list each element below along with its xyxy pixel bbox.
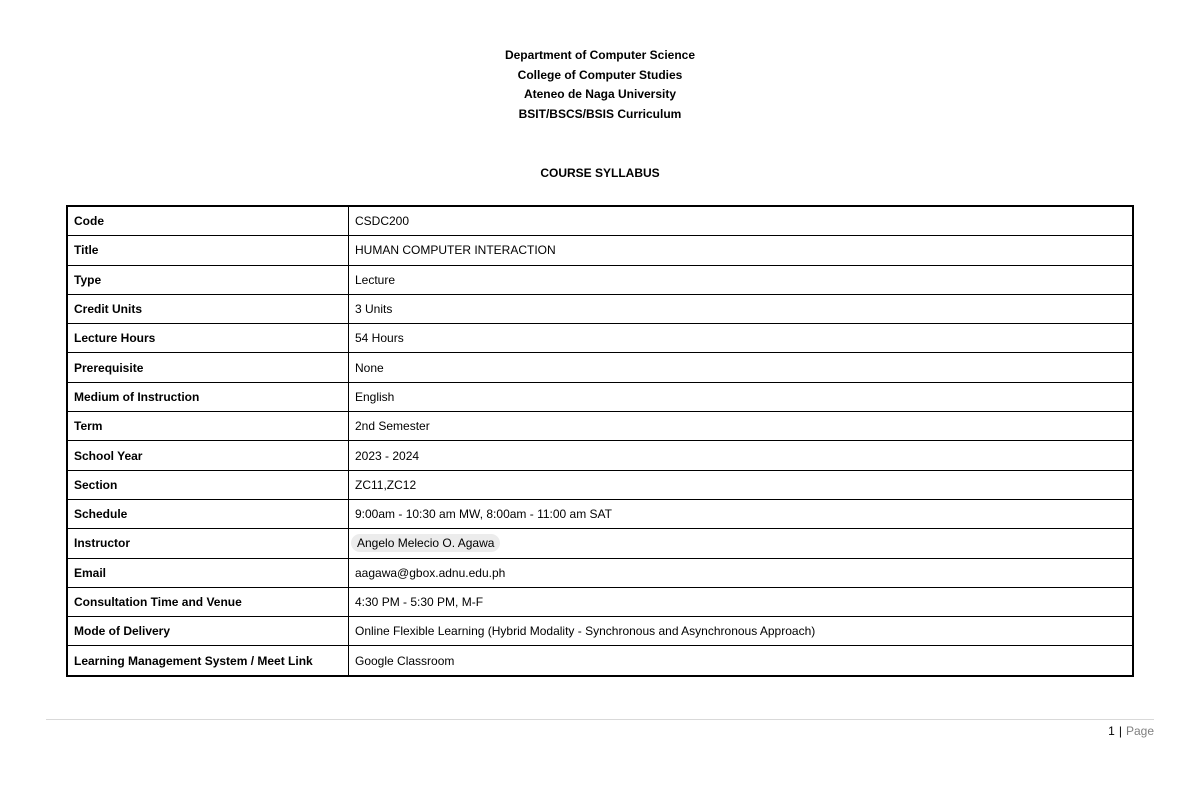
row-value: CSDC200	[349, 206, 1134, 236]
row-label: Instructor	[67, 529, 349, 558]
row-label: School Year	[67, 441, 349, 470]
syllabus-title: COURSE SYLLABUS	[540, 166, 660, 180]
university-heading: Ateneo de Naga University	[523, 87, 677, 102]
row-label: Section	[67, 470, 349, 499]
row-label: Prerequisite	[67, 353, 349, 382]
table-row	[67, 529, 1133, 558]
course-info-table	[66, 205, 1134, 677]
table-row	[67, 236, 1133, 265]
row-value: 2023 - 2024	[349, 441, 1134, 470]
table-row	[67, 617, 1133, 646]
row-label: Medium of Instruction	[67, 382, 349, 411]
document-header	[0, 46, 1200, 125]
page-word: Page	[1125, 724, 1154, 738]
row-label: Lecture Hours	[67, 324, 349, 353]
row-value: 4:30 PM - 5:30 PM, M-F	[349, 587, 1134, 616]
table-row	[67, 382, 1133, 411]
row-label: Schedule	[67, 499, 349, 528]
row-value: None	[349, 353, 1134, 382]
table-row	[67, 265, 1133, 294]
table-row	[67, 412, 1133, 441]
row-value: 3 Units	[349, 294, 1134, 323]
row-label: Learning Management System / Meet Link	[67, 646, 349, 676]
table-row	[67, 441, 1133, 470]
table-row	[67, 294, 1133, 323]
college-heading: College of Computer Studies	[517, 67, 683, 82]
row-value: Lecture	[349, 265, 1134, 294]
table-row	[67, 353, 1133, 382]
row-label: Term	[67, 412, 349, 441]
row-value: HUMAN COMPUTER INTERACTION	[349, 236, 1134, 265]
row-label: Credit Units	[67, 294, 349, 323]
table-row	[67, 499, 1133, 528]
row-label: Consultation Time and Venue	[67, 587, 349, 616]
row-label: Email	[67, 558, 349, 587]
row-label: Title	[67, 236, 349, 265]
row-label: Type	[67, 265, 349, 294]
footer-separator: |	[1118, 724, 1122, 738]
row-value: 2nd Semester	[349, 412, 1134, 441]
page-footer	[1108, 724, 1154, 738]
table-row	[67, 558, 1133, 587]
row-value: English	[349, 382, 1134, 411]
row-value: 54 Hours	[349, 324, 1134, 353]
row-label: Mode of Delivery	[67, 617, 349, 646]
curriculum-heading: BSIT/BSCS/BSIS Curriculum	[518, 107, 682, 122]
row-value: Google Classroom	[349, 646, 1134, 676]
table-row	[67, 587, 1133, 616]
email-value: aagawa@gbox.adnu.edu.ph	[349, 558, 1134, 587]
instructor-name-chip[interactable]: Angelo Melecio O. Agawa	[351, 534, 500, 552]
table-row	[67, 324, 1133, 353]
row-value: Online Flexible Learning (Hybrid Modality - Synchronous and Asynchronous Approach)	[349, 617, 1134, 646]
department-heading: Department of Computer Science	[504, 48, 696, 62]
table-row	[67, 206, 1133, 236]
table-row	[67, 470, 1133, 499]
row-label: Code	[67, 206, 349, 236]
page-number: 1	[1108, 724, 1115, 738]
table-row	[67, 646, 1133, 676]
instructor-cell	[349, 529, 1134, 558]
row-value: ZC11,ZC12	[349, 470, 1134, 499]
row-value: 9:00am - 10:30 am MW, 8:00am - 11:00 am SAT	[349, 499, 1134, 528]
footer-divider	[46, 719, 1154, 720]
